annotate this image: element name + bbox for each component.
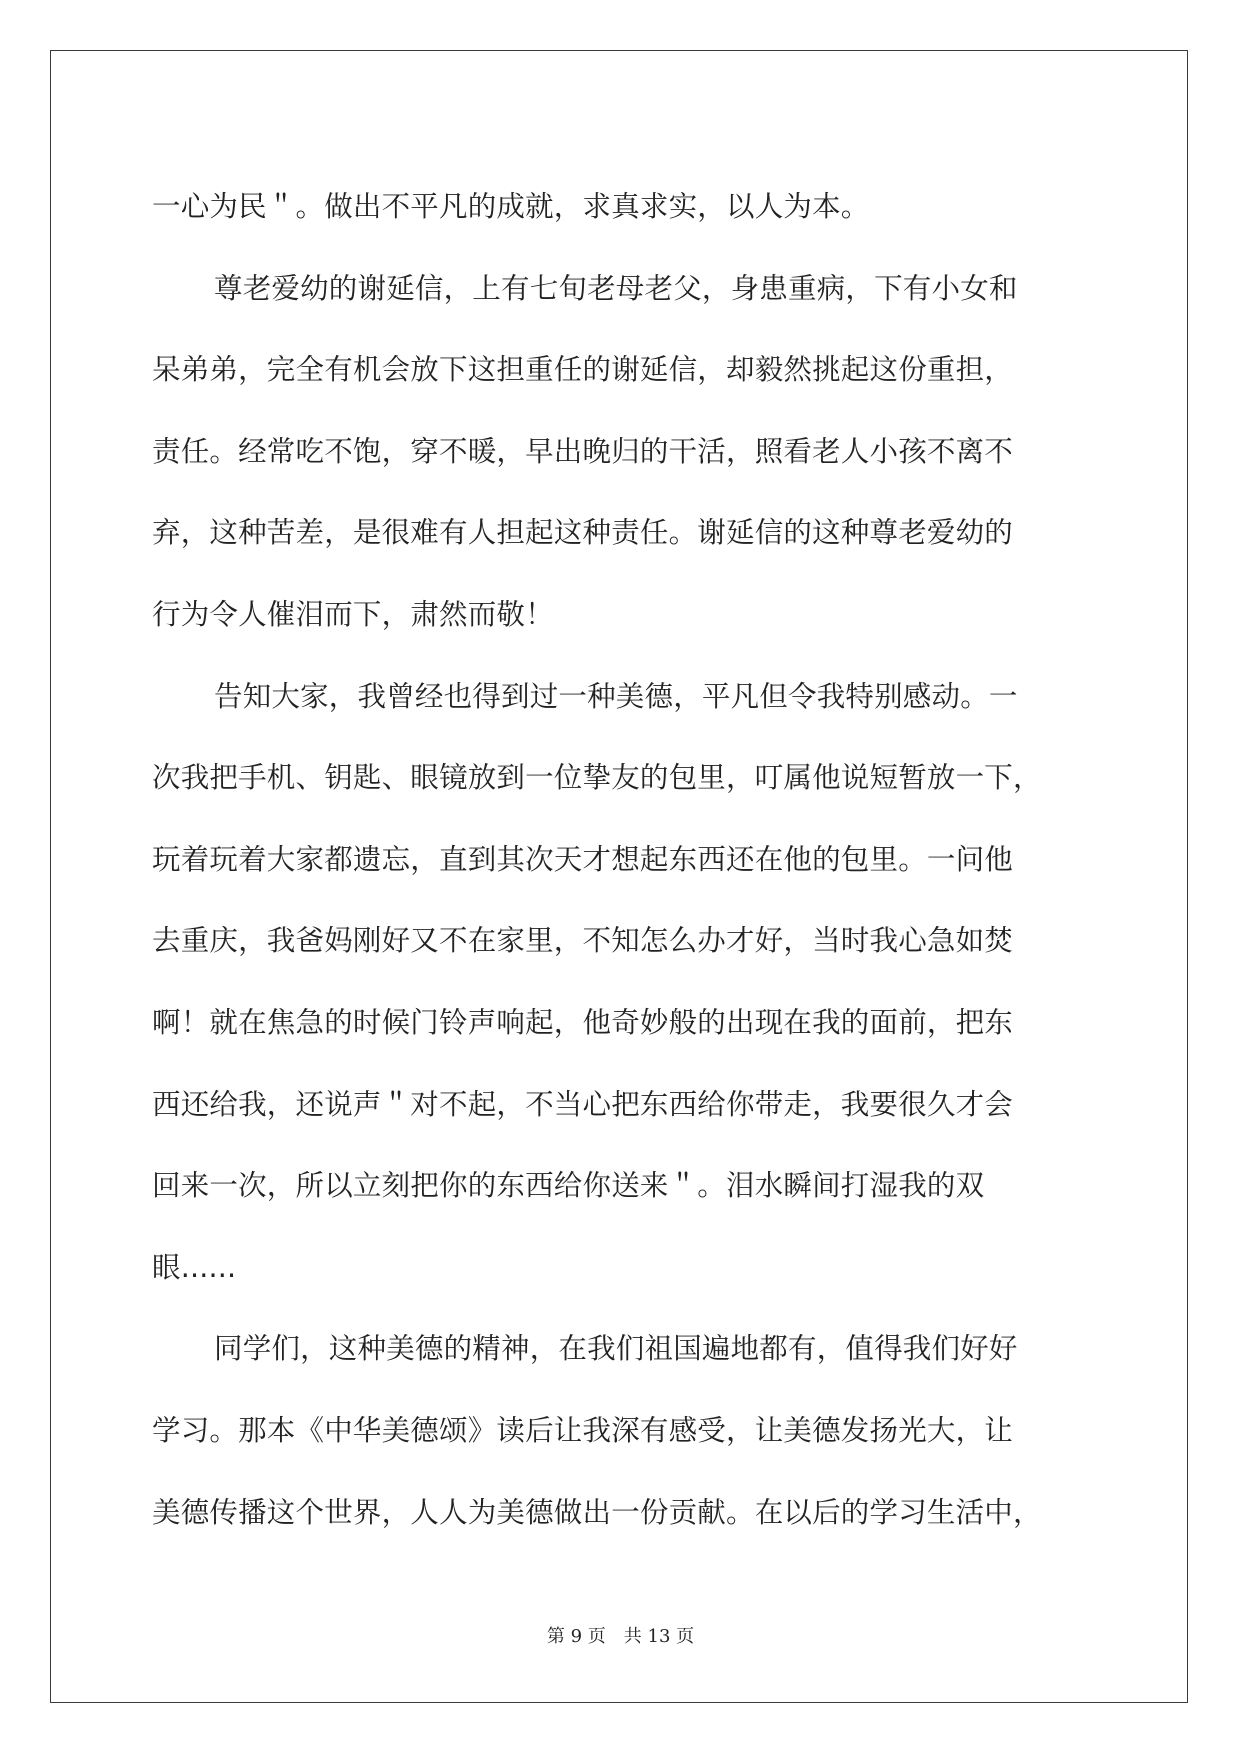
text-line: 尊老爱幼的谢延信，上有七旬老母老父，身患重病，下有小女和 <box>214 271 1018 305</box>
text-line: 呆弟弟，完全有机会放下这担重任的谢延信，却毅然挑起这份重担， <box>152 353 1014 387</box>
page-footer <box>0 1626 1241 1648</box>
text-line: 美德传播这个世界，人人为美德做出一份贡献。在以后的学习生活中， <box>152 1495 1042 1529</box>
text-line: 次我把手机、钥匙、眼镜放到一位挚友的包里，叮属他说短暂放一下， <box>152 761 1042 795</box>
page-number: 第 9 页 <box>546 1626 606 1647</box>
text-line: 学习。那本《中华美德颂》读后让我深有感受，让美德发扬光大，让 <box>152 1413 1014 1447</box>
text-line: 去重庆，我爸妈刚好又不在家里，不知怎么办才好，当时我心急如焚 <box>152 924 1014 958</box>
text-line: 行为令人催泪而下，肃然而敬！ <box>152 597 554 631</box>
text-line: 玩着玩着大家都遗忘，直到其次天才想起东西还在他的包里。一问他 <box>152 842 1014 876</box>
page-total: 共 13 页 <box>623 1626 695 1647</box>
text-line: 回来一次，所以立刻把你的东西给你送来＂。泪水瞬间打湿我的双 <box>152 1169 985 1203</box>
text-line: 啊！就在焦急的时候门铃声响起，他奇妙般的出现在我的面前，把东 <box>152 1005 1014 1039</box>
text-line: 责任。经常吃不饱，穿不暖，早出晚归的干活，照看老人小孩不离不 <box>152 434 1014 468</box>
text-line: 西还给我，还说声＂对不起，不当心把东西给你带走，我要很久才会 <box>152 1087 1014 1121</box>
text-line: 弃，这种苦差，是很难有人担起这种责任。谢延信的这种尊老爱幼的 <box>152 516 1014 550</box>
text-line: 同学们，这种美德的精神，在我们祖国遍地都有，值得我们好好 <box>214 1332 1018 1366</box>
text-line: 告知大家，我曾经也得到过一种美德，平凡但令我特别感动。一 <box>214 679 1018 713</box>
document-body <box>152 166 1085 1553</box>
text-line: 眼...... <box>152 1250 237 1284</box>
text-line: 一心为民＂。做出不平凡的成就，求真求实，以人为本。 <box>152 190 870 223</box>
